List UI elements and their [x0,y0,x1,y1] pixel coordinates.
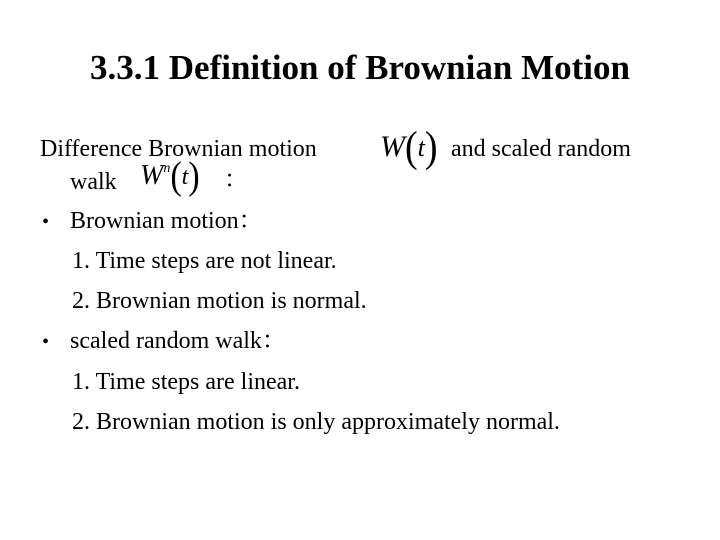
formula-argument: t [181,164,189,190]
slide-title: 3.3.1 Definition of Brownian Motion [90,48,630,87]
bullet-label-brownian: Brownian motion： [70,208,263,234]
bullet-dot: • [42,211,50,233]
formula-argument: t [417,133,425,162]
intro-line2-text: walk [70,169,117,195]
bullet-item: 1. Time steps are linear. [72,369,300,395]
intro-text-after: and scaled random [451,136,631,162]
left-paren: ( [170,155,182,198]
bullet-label-scaled: scaled random walk： [70,328,286,354]
formula-function: W [140,160,164,191]
formula-function: W [380,130,405,163]
right-paren: ) [188,155,200,198]
bullet-item: 2. Brownian motion is only approximately normal. [72,409,560,435]
bullet-item: 1. Time steps are not linear. [72,248,337,274]
intro-text-before: Difference Brownian motion [40,136,317,162]
left-paren: ( [405,122,418,172]
formula-superscript: n [163,161,171,176]
right-paren: ) [424,122,438,172]
intro-colon: ： [224,167,248,193]
scaled-random-walk-formula [140,155,200,198]
brownian-motion-formula [380,122,438,172]
bullet-item: 2. Brownian motion is normal. [72,288,367,314]
bullet-dot: • [42,331,50,353]
